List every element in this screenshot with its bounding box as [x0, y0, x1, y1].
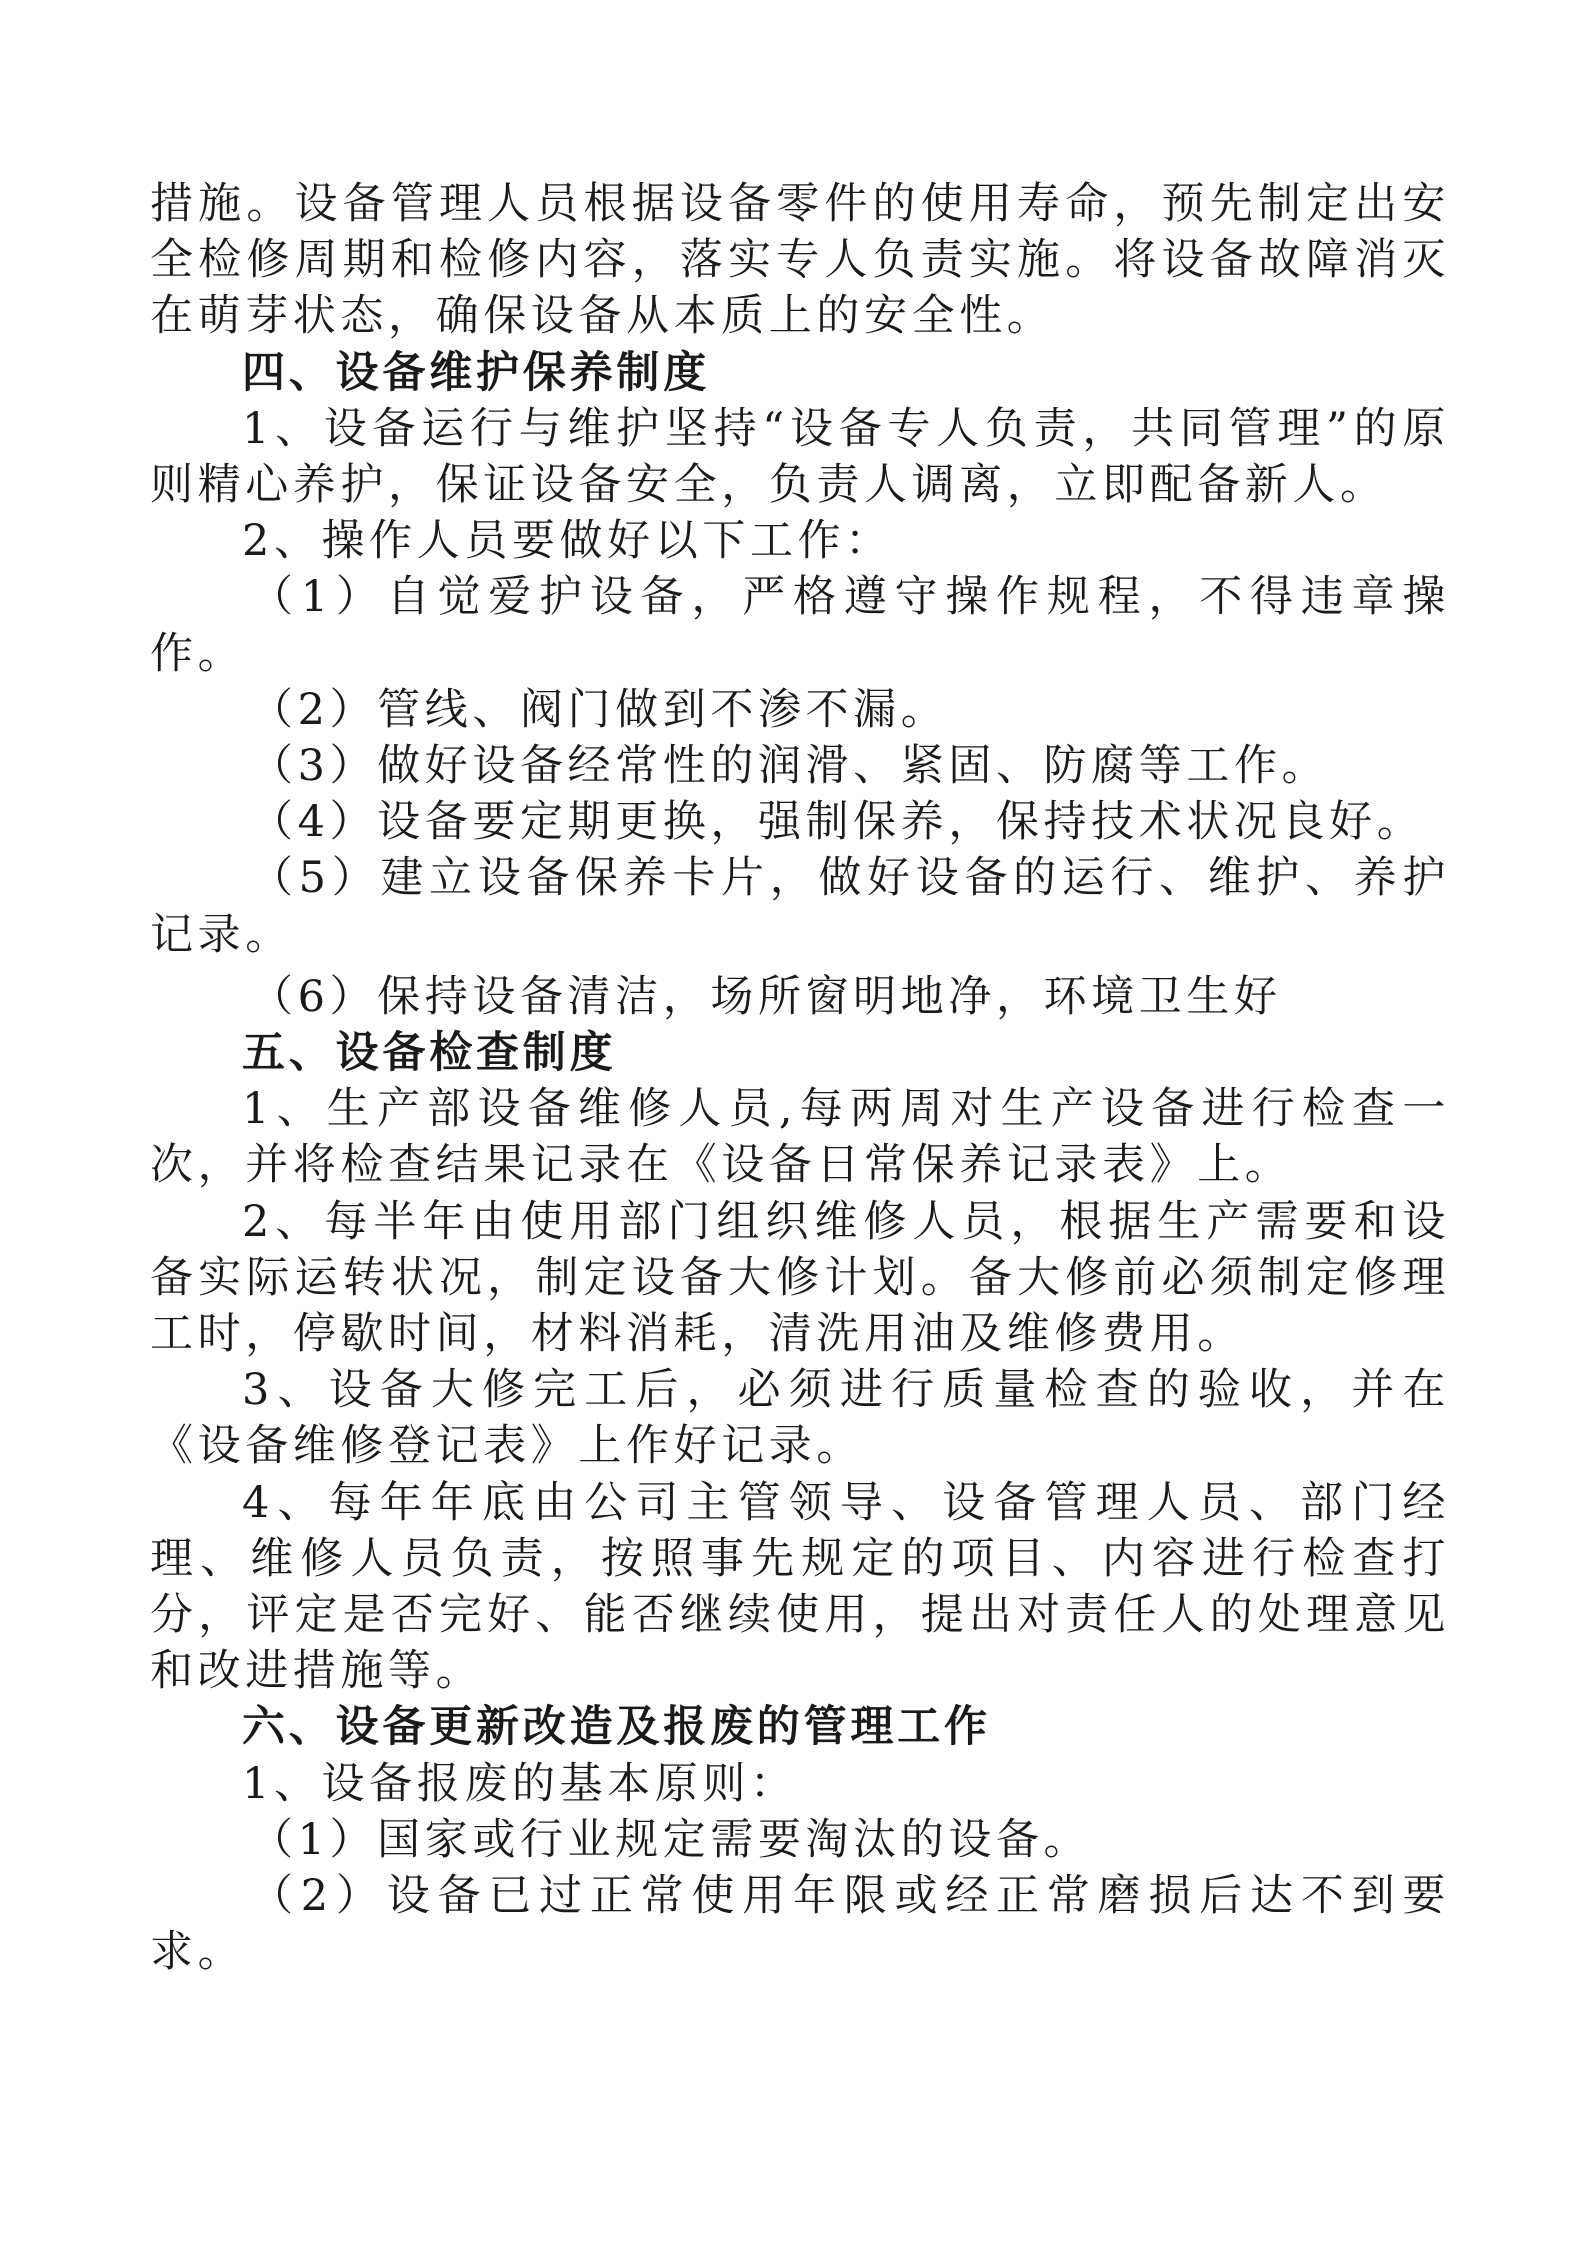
section-6-item-1: （1）国家或行业规定需要淘汰的设备。	[250, 1814, 1092, 1865]
section-6-heading: 六、设备更新改造及报废的管理工作	[242, 1702, 991, 1753]
section-5-heading: 五、设备检查制度	[242, 1028, 617, 1079]
section-5-clause-4: 4、每年年底由公司主管领导、设备管理人员、部门经理、维修人员负责，按照事先规定的项目、内容进行检查打分，评定是否完好、能否继续使用，提出对责任人的处理意见和改进措施等。	[150, 1477, 1450, 1697]
section-5-clause-3: 3、设备大修完工后，必须进行质量检查的验收，并在《设备维修登记表》上作好记录。	[150, 1365, 1450, 1472]
section-4-item-5: （5）建立设备保养卡片，做好设备的运行、维护、养护记录。	[150, 853, 1450, 960]
section-6-item-2: （2）设备已过正常使用年限或经正常磨损后达不到要求。	[150, 1871, 1450, 1978]
section-4-item-1: （1）自觉爱护设备，严格遵守操作规程，不得违章操作。	[150, 572, 1450, 679]
section-4-item-2: （2）管线、阀门做到不渗不漏。	[250, 684, 949, 735]
document-body	[150, 176, 1450, 1981]
section-4-item-4: （4）设备要定期更换，强制保养，保持技术状况良好。	[250, 797, 1425, 848]
section-5-clause-2: 2、每半年由使用部门组织维修人员，根据生产需要和设备实际运转状况，制定设备大修计划。备大修前必须制定修理工时，停歇时间，材料消耗，清洗用油及维修费用。	[150, 1196, 1450, 1360]
section-4-item-3: （3）做好设备经常性的润滑、紧固、防腐等工作。	[250, 741, 1330, 792]
intro-continuation-paragraph: 措施。设备管理人员根据设备零件的使用寿命，预先制定出安全检修周期和检修内容，落实专人负责实施。将设备故障消灭在萌芽状态，确保设备从本质上的安全性。	[150, 179, 1450, 342]
section-6-clause-1: 1、设备报废的基本原则：	[242, 1758, 798, 1809]
section-4-heading: 四、设备维护保养制度	[242, 347, 710, 398]
section-5-clause-1: 1、生产部设备维修人员,每两周对生产设备进行检查一次，并将检查结果记录在《设备日常保养记录表》上。	[150, 1084, 1450, 1191]
section-4-clause-1: 1、设备运行与维护坚持“设备专人负责，共同管理”的原则精心养护，保证设备安全，负责人调离，立即配备新人。	[150, 403, 1450, 511]
section-4-item-6: （6）保持设备清洁，场所窗明地净，环境卫生好	[250, 971, 1282, 1022]
section-4-clause-2: 2、操作人员要做好以下工作：	[242, 516, 893, 567]
